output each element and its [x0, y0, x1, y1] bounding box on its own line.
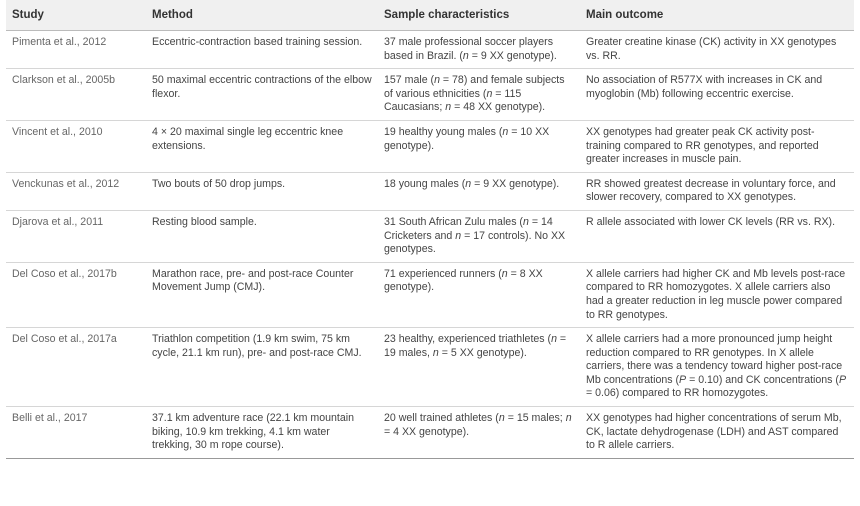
cell-outcome: RR showed greatest decrease in voluntary force, and slower recovery, compared to XX genotypes.	[580, 172, 854, 210]
table-row	[6, 31, 854, 69]
table-row	[6, 120, 854, 172]
cell-method: Eccentric-contraction based training session.	[146, 31, 378, 69]
cell-study: Vincent et al., 2010	[6, 120, 146, 172]
cell-method: Triathlon competition (1.9 km swim, 75 km cycle, 21.1 km run), pre- and post-race CMJ.	[146, 328, 378, 407]
cell-sample: 19 healthy young males (n = 10 XX genotype).	[378, 120, 580, 172]
cell-method: Marathon race, pre- and post-race Counter Movement Jump (CMJ).	[146, 262, 378, 327]
table-header	[6, 0, 854, 31]
header-sample: Sample characteristics	[378, 0, 580, 31]
table-row	[6, 262, 854, 327]
cell-outcome: No association of R577X with increases in CK and myoglobin (Mb) following eccentric exercise.	[580, 69, 854, 121]
cell-sample: 37 male professional soccer players based in Brazil. (n = 9 XX genotype).	[378, 31, 580, 69]
cell-method: Resting blood sample.	[146, 210, 378, 262]
cell-sample: 157 male (n = 78) and female subjects of various ethnicities (n = 115 Caucasians; n = 48 XX genotype).	[378, 69, 580, 121]
cell-study: Del Coso et al., 2017b	[6, 262, 146, 327]
cell-study: Pimenta et al., 2012	[6, 31, 146, 69]
cell-outcome: X allele carriers had a more pronounced jump height reduction compared to RR genotypes. In X allele carriers, there was a tendency toward higher post-race Mb concentrations (P = 0.10) and CK concentrations (P = 0.06) compared to RR homozygotes.	[580, 328, 854, 407]
cell-outcome: XX genotypes had higher concentrations of serum Mb, CK, lactate dehydrogenase (LDH) and AST compared to R allele carriers.	[580, 407, 854, 459]
cell-outcome: R allele associated with lower CK levels (RR vs. RX).	[580, 210, 854, 262]
header-method: Method	[146, 0, 378, 31]
table-body	[6, 31, 854, 459]
cell-study: Djarova et al., 2011	[6, 210, 146, 262]
cell-outcome: X allele carriers had higher CK and Mb levels post-race compared to RR homozygotes. X allele carriers also had a greater reduction in leg muscle power compared to RR genotypes.	[580, 262, 854, 327]
cell-study: Clarkson et al., 2005b	[6, 69, 146, 121]
cell-study: Belli et al., 2017	[6, 407, 146, 459]
study-table	[6, 0, 854, 459]
cell-sample: 31 South African Zulu males (n = 14 Cricketers and n = 17 controls). No XX genotypes.	[378, 210, 580, 262]
table-row	[6, 328, 854, 407]
cell-outcome: Greater creatine kinase (CK) activity in XX genotypes vs. RR.	[580, 31, 854, 69]
table-row	[6, 210, 854, 262]
cell-method: 4 × 20 maximal single leg eccentric knee extensions.	[146, 120, 378, 172]
cell-method: 50 maximal eccentric contractions of the elbow flexor.	[146, 69, 378, 121]
cell-method: 37.1 km adventure race (22.1 km mountain biking, 10.9 km trekking, 4.1 km water trekking, 30 m rope course).	[146, 407, 378, 459]
header-row	[6, 0, 854, 31]
cell-sample: 71 experienced runners (n = 8 XX genotype).	[378, 262, 580, 327]
cell-outcome: XX genotypes had greater peak CK activity post-training compared to RR genotypes, and reported greater increases in muscle pain.	[580, 120, 854, 172]
cell-sample: 20 well trained athletes (n = 15 males; n = 4 XX genotype).	[378, 407, 580, 459]
cell-study: Venckunas et al., 2012	[6, 172, 146, 210]
cell-method: Two bouts of 50 drop jumps.	[146, 172, 378, 210]
header-study: Study	[6, 0, 146, 31]
table-row	[6, 172, 854, 210]
cell-sample: 18 young males (n = 9 XX genotype).	[378, 172, 580, 210]
table-row	[6, 407, 854, 459]
cell-sample: 23 healthy, experienced triathletes (n = 19 males, n = 5 XX genotype).	[378, 328, 580, 407]
header-outcome: Main outcome	[580, 0, 854, 31]
table-row	[6, 69, 854, 121]
cell-study: Del Coso et al., 2017a	[6, 328, 146, 407]
